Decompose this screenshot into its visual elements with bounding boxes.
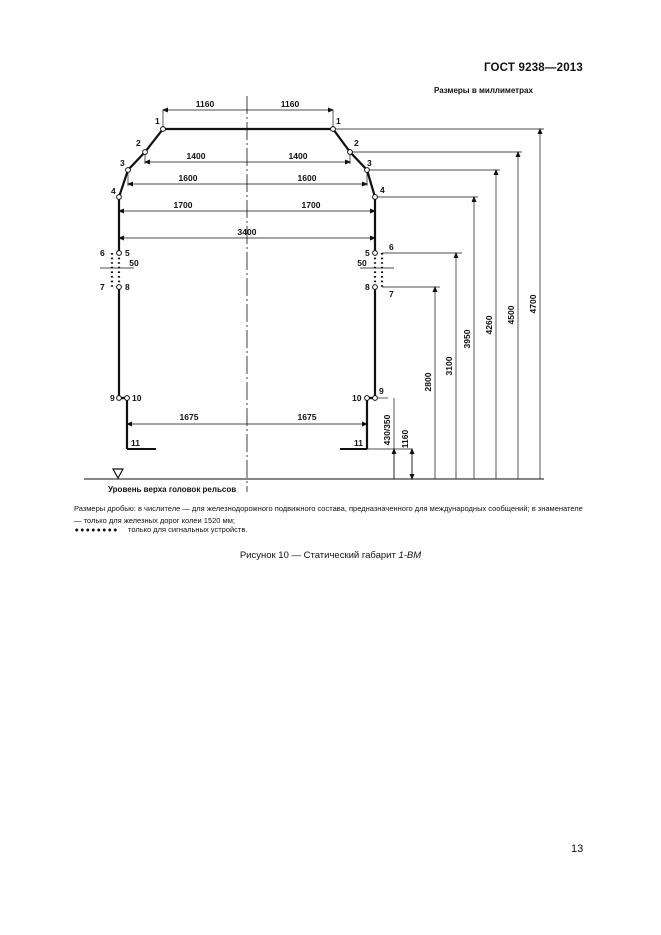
point-label: 10: [352, 393, 362, 403]
units-note: Размеры в миллиметрах: [434, 86, 533, 95]
notes-signal-text: только для сигнальных устройств.: [128, 525, 248, 534]
point-label: 2: [136, 138, 141, 148]
dim-50-left: 50: [129, 258, 139, 268]
dim-3950: 3950: [462, 329, 472, 349]
point-label: 8: [125, 282, 130, 292]
dim-1400-right: 1400: [288, 151, 308, 161]
dim-4260: 4260: [484, 315, 494, 335]
point-label: 6: [100, 248, 105, 258]
point-label: 10: [132, 393, 142, 403]
dim-3100: 3100: [444, 356, 454, 376]
point-label: 8: [365, 282, 370, 292]
dim-4700: 4700: [528, 294, 538, 314]
point-label: 3: [120, 158, 125, 168]
point-label: 11: [354, 438, 363, 448]
dim-1700-left: 1700: [173, 200, 193, 210]
point-label: 1: [336, 116, 341, 126]
dim-1160-vertical: 1160: [400, 429, 410, 449]
point-label: 4: [111, 186, 116, 196]
ground-marker-icon: [113, 469, 123, 478]
dim-1675-left: 1675: [179, 412, 199, 422]
point-label: 1: [155, 116, 160, 126]
point-label: 2: [354, 138, 359, 148]
dim-50-right: 50: [357, 258, 367, 268]
caption-prefix: Рисунок 10 — Статический габарит: [239, 550, 399, 561]
notes-signal: [74, 525, 247, 534]
dim-2800: 2800: [423, 372, 433, 392]
point-label: 9: [110, 393, 115, 403]
dim-1600-left: 1600: [178, 173, 198, 183]
dim-1160-left: 1160: [195, 99, 215, 109]
dim-1675-right: 1675: [297, 412, 317, 422]
dim-430-350: 430/350: [382, 414, 392, 446]
dim-3400: 3400: [237, 227, 257, 237]
dotted-line-legend-icon: [74, 527, 118, 533]
page-number: 13: [571, 843, 584, 855]
dim-4500: 4500: [506, 305, 516, 325]
point-label: 6: [389, 242, 394, 252]
point-label: 5: [125, 248, 130, 258]
standard-header: ГОСТ 9238—2013: [483, 62, 583, 74]
caption-name: 1-ВМ: [398, 550, 422, 561]
figure-caption: [0, 550, 661, 561]
point-label: 5: [365, 248, 370, 258]
point-label: 7: [389, 289, 394, 299]
notes-fraction: Размеры дробью: в числителе — для железнодорожного подвижного состава, предназначенного для международных сообщений; в знаменателе — только для железных дорог колеи 1520 мм;: [74, 504, 583, 525]
dim-1400-left: 1400: [186, 151, 206, 161]
dim-1160-right: 1160: [280, 99, 300, 109]
point-label: 3: [367, 158, 372, 168]
dim-1700-right: 1700: [301, 200, 321, 210]
point-label: 4: [380, 185, 385, 195]
ground-label: Уровень верха головок рельсов: [108, 485, 237, 494]
dim-1600-right: 1600: [297, 173, 317, 183]
point-label: 7: [100, 282, 105, 292]
point-label: 11: [131, 438, 140, 448]
point-label: 9: [379, 386, 384, 396]
